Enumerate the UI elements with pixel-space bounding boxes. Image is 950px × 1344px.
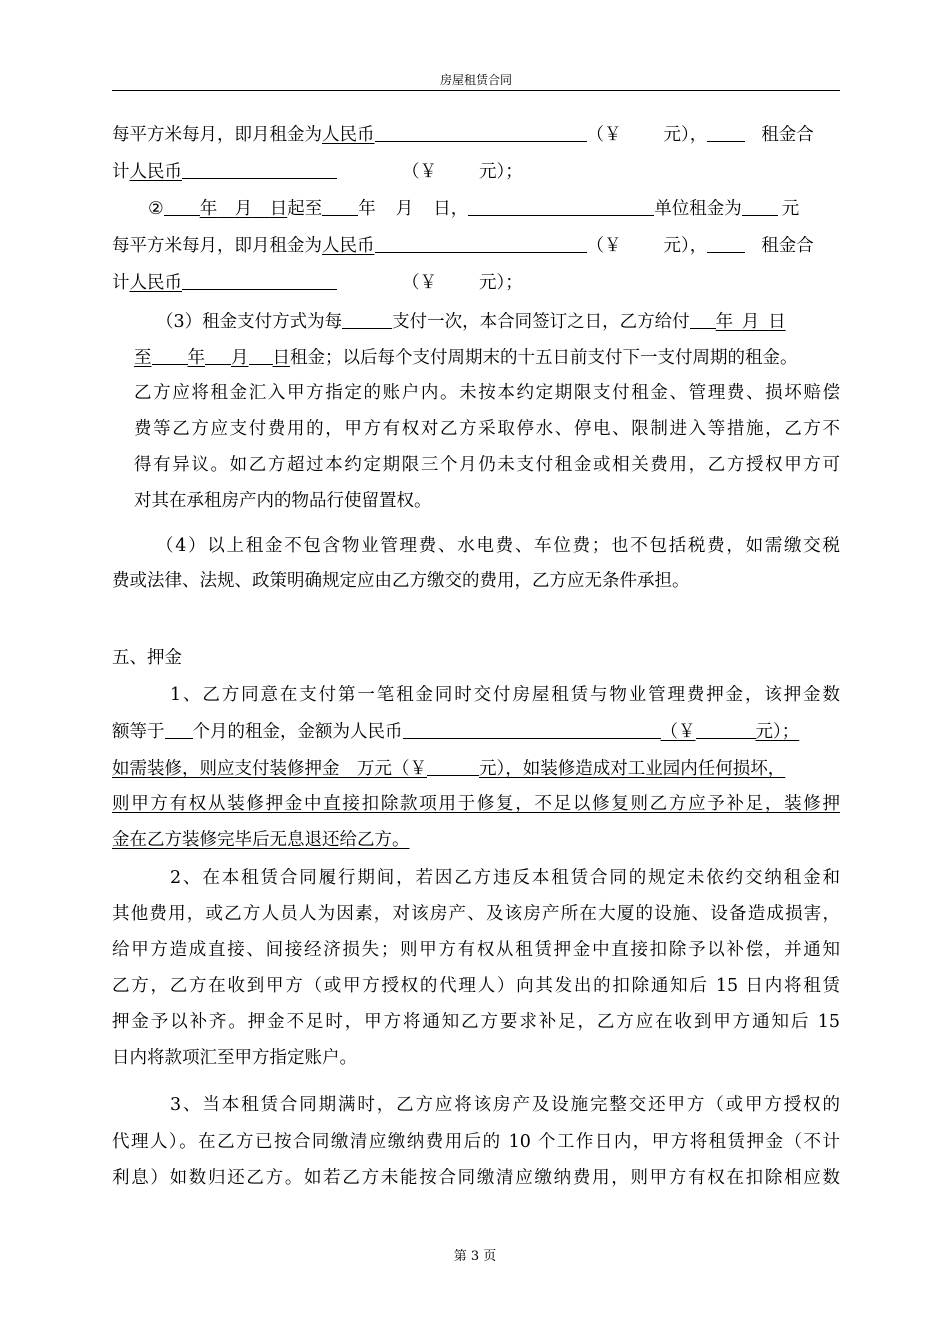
body-line: 其他费用，或乙方人员人为因素，对该房产、及该房产所在大厦的设施、设备造成损害， [112, 904, 840, 924]
body-line: （4）以上租金不包含物业管理费、水电费、车位费；也不包括税费，如需缴交税 [156, 536, 840, 556]
body-line: 金在乙方装修完毕后无息退还给乙方。 [112, 830, 410, 850]
section-heading: 五、押金 [112, 648, 182, 668]
body-line: 则甲方有权从装修押金中直接扣除款项用于修复，不足以修复则乙方应予补足，装修押 [112, 794, 840, 814]
body-line: 给甲方造成直接、间接经济损失；则甲方有权从租赁押金中直接扣除予以补偿，并通知 [112, 940, 840, 960]
body-line: 日内将款项汇至甲方指定账户。 [112, 1048, 357, 1068]
body-line: 得有异议。如乙方超过本约定期限三个月仍未支付租金或相关费用，乙方授权甲方可 [134, 455, 840, 475]
body-line: 乙方，乙方在收到甲方（或甲方授权的代理人）向其发出的扣除通知后 15 日内将租赁 [112, 976, 840, 996]
body-line: 如需装修，则应支付装修押金 万元（￥ 元），如装修造成对工业园内任何损坏， [112, 759, 786, 779]
body-line: 每平方米每月，即月租金为人民币 （￥ 元）， 租金合 [112, 125, 814, 145]
body-line: 代理人）。在乙方已按合同缴清应缴纳费用后的 10 个工作日内，甲方将租赁押金（不计 [112, 1132, 840, 1152]
body-line: 额等于 个月的租金，金额为人民币 （￥ 元）； [112, 722, 800, 742]
body-line: 押金予以补齐。押金不足时，甲方将通知乙方要求补足，乙方应在收到甲方通知后 15 [112, 1012, 840, 1032]
body-line: 3、当本租赁合同期满时，乙方应将该房产及设施完整交还甲方（或甲方授权的 [170, 1095, 840, 1115]
body-line: 2、在本租赁合同履行期间，若因乙方违反本租赁合同的规定未依约交纳租金和 [170, 868, 840, 888]
body-line: 计人民币 （￥ 元）； [112, 273, 523, 293]
body-line: 至 年 月 日租金；以后每个支付周期末的十五日前支付下一支付周期的租金。 [134, 348, 798, 368]
body-line: ② 年 月 日起至 年 月 日， 单位租金为 元 [148, 199, 800, 219]
body-line: 1、乙方同意在支付第一笔租金同时交付房屋租赁与物业管理费押金，该押金数 [170, 685, 840, 705]
body-line: 费等乙方应支付费用的，甲方有权对乙方采取停水、停电、限制进入等措施，乙方不 [134, 419, 840, 439]
body-line: 计人民币 （￥ 元）； [112, 162, 523, 182]
body-line: 利息）如数归还乙方。如若乙方未能按合同缴清应缴纳费用，则甲方有权在扣除相应数 [112, 1168, 840, 1188]
body-line: （3）租金支付方式为每 支付一次，本合同签订之日，乙方给付 年 月 日 [156, 312, 786, 332]
body-line: 费或法律、法规、政策明确规定应由乙方缴交的费用，乙方应无条件承担。 [112, 571, 690, 591]
header-divider [112, 90, 840, 91]
page-number: 第 3 页 [453, 1249, 497, 1264]
body-line: 每平方米每月，即月租金为人民币 （￥ 元）， 租金合 [112, 236, 814, 256]
body-line: 对其在承租房产内的物品行使留置权。 [134, 491, 432, 511]
page-header: 房屋租赁合同 [439, 73, 512, 87]
body-line: 乙方应将租金汇入甲方指定的账户内。未按本约定期限支付租金、管理费、损坏赔偿 [134, 383, 840, 403]
